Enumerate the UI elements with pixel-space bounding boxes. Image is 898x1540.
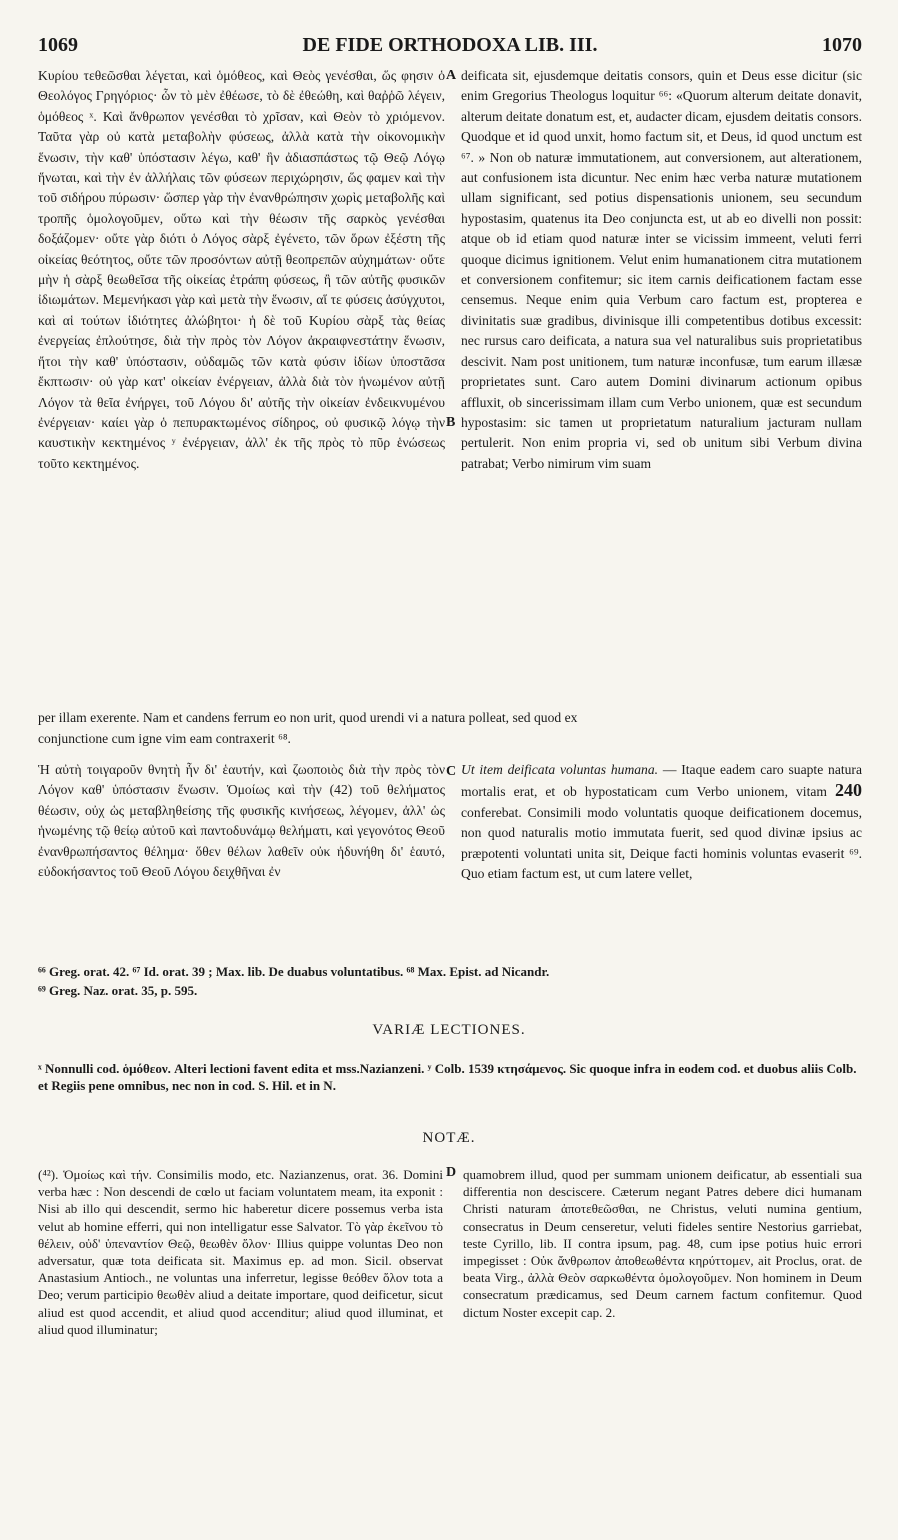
latin-paragraph-2: Ut item deificata voluntas humana. — Itaque eadem caro suapte natura mortalis erat, et ob hypostaticam cum Verbo unionem, vitam 240 conferebat. Consimili modo voluntatis quoque deificationem docemus, non quod naturalis motio immutata fuerit, sed quod divinæ ipsius ac præpotenti voluntati unita sit, Deique facti hominis voluntas evaserit ⁶⁹. Quo etiam factum est, ut cum latere vellet, <box>461 762 862 882</box>
full-width-line-1: per illam exerente. Nam et candens ferrum eo non urit, quod urendi vi a natura polleat, sed quod ex <box>38 710 578 725</box>
right-page-number: 1070 <box>822 34 862 56</box>
footnote-line-2: ⁶⁹ Greg. Naz. orat. 35, p. 595. <box>38 983 198 998</box>
greek-text-column-2 <box>38 760 445 945</box>
latin-text-column-2 <box>461 760 862 945</box>
section-marker-c: C <box>446 764 457 779</box>
footnote-line-1: ⁶⁶ Greg. orat. 42. ⁶⁷ Id. orat. 39 ; Max. lib. De duabus voluntatibus. ⁶⁸ Max. Epist. ad Nicandr. <box>38 964 550 979</box>
latin-subheading: Ut item deificata voluntas humana. <box>461 762 659 777</box>
notae-heading: NOTÆ. <box>422 1130 476 1146</box>
running-header <box>38 34 862 64</box>
notae-left-paragraph: (⁴²). Ὁμοίως καὶ τήν. Consimilis modo, etc. Nazianzenus, orat. 36. Domini verba hæc : Non descendi de cœlo ut faciam voluntatem meam, ita exponit : Nisi ab illo qui descendit, sermo hic haberetur dicere possemus verba ista velut ab homine efferri, qui non intelligatur esse Salvator. Τὸ γὰρ ἐκεῖνου τὸ θέλειν, οὐδ' ὑπεναντίον Θεῷ, θεωθὲν ὅλον· Illius quippe voluntas Deo non adversatur, quæ tota deificata sit. Maximus ep. ad mon. Sicil. observat Anastasium Antioch., ne voluntas una inferretur, legisse θεόθεν ὅλον tota a Deo; verum participio θεωθὲν aliud a deitate importare, quod deificetur, sicut aliud est quod accendit, et aliud quod accenditur; aliud quod illuminat, et aliud quod illuminatur; <box>38 1167 443 1337</box>
section-marker-d: D <box>446 1165 457 1180</box>
variae-text: ˣ Nonnulli cod. ὁμόθεον. Alteri lectioni favent edita et mss.Nazianzeni. ʸ Colb. 1539 κτησάμενος. Sic quoque infra in eodem cod. et duobus aliis Colb. et Regiis pene omnibus, nec non in cod. S. Hil. et in N. <box>38 1061 857 1093</box>
latin-text-column <box>461 66 862 706</box>
greek-paragraph-1: Κυρίου τεθεῶσθαι λέγεται, καὶ ὁμόθεος, καὶ Θεὸς γενέσθαι, ὥς φησιν ὁ Θεολόγος Γρηγόριος· ὧν τὸ μὲν ἐθέωσε, τὸ δὲ ἐθεώθη, καὶ θαῤῥῶ λέγειν, ὁμόθεος ˣ. Καὶ ἄνθρωπον γενέσθαι τὸ χρῖσαν, καὶ Θεὸν τὸ χριόμενον. Ταῦτα γὰρ οὐ κατὰ μεταβολὴν φύσεως, ἀλλὰ κατὰ τὴν οἰκονομικὴν ἕνωσιν, τὴν καθ' ὑπόστασιν λέγω, καθ' ἣν ἀδιασπάστως τῷ Θεῷ Λόγῳ ἥνωται, καὶ τὴν ἐν ἀλλήλαις τῶν φύσεων περιχώρησιν, ὥς φαμεν καὶ τὴν τοῦ σιδήρου πύρωσιν· ὥσπερ γὰρ τὴν ἐνανθρώπησιν χωρὶς μεταβολῆς καὶ τροπῆς ὁμολογοῦμεν, οὕτω καὶ τὴν θέωσιν τῆς σαρκὸς γενέσθαι δοξάζομεν· οὔτε γὰρ διότι ὁ Λόγος σὰρξ ἐγένετο, τῶν ὅρων ἐξέστη τῆς οἰκείας θεότητος, οὔτε τῶν προσόντων αὐτῇ θεοπρεπῶν αὐχημάτων· οὔτε μὴν ἡ σὰρξ θεωθεῖσα τῆς οἰκείας ἐτράπη φύσεως, ἢ τῶν αὐτῆς φυσικῶν ἰδιωμάτων. Μεμενήκασι γὰρ καὶ μετὰ τὴν ἕνωσιν, αἵ τε φύσεις ἀσύγχυτοι, καὶ αἱ τούτων ἰδιότητες ἀλώβητοι· ἡ δὲ τοῦ Κυρίου σὰρξ τὰς θείας ἐνεργείας ἐπλούτησε, διὰ τὴν πρὸς τὸν Λόγον ἀκραιφνεστάτην ἕνωσιν, ἤτοι τὴν καθ' ὑπόστασιν, οὐδαμῶς τῶν κατὰ φύσιν ἰδίων ὑποστᾶσα ἔκπτωσιν· οὐ γὰρ κατ' οἰκείαν ἐνέργειαν, ἀλλὰ διὰ τὸν ἡνωμένον αὐτῇ Λόγον τὰ θεῖα ἐνήργει, τοῦ Λόγου δι' αὐτῆς τὴν οἰκείαν ἐνδεικνυμένου ἐνέργειαν· καίει γὰρ ὁ πεπυρακτωμένος σίδηρος, οὐ φυσικῷ λόγῳ τὴν καυστικὴν κεκτημένος ʸ ἐνέργειαν, ἀλλ' ἐκ τῆς πρὸς τὸ πῦρ ἑνώσεως τοῦτο κεκτημένος. <box>38 68 445 471</box>
notae-left-column <box>38 1166 443 1338</box>
running-title: DE FIDE ORTHODOXA LIB. III. <box>302 34 598 56</box>
greek-text-column <box>38 66 445 706</box>
greek-paragraph-2: Ἡ αὐτὴ τοιγαροῦν θνητὴ ἦν δι' ἑαυτήν, καὶ ζωοποιὸς διὰ τὴν πρὸς τὸν Λόγον καθ' ὑπόστασιν ἕνωσιν. Ὁμοίως καὶ τὴν (42) τοῦ θελήματος θέωσιν, οὐχ ὡς μεταβληθείσης τῆς φυσικῆς κινήσεως, λέγομεν, ἀλλ' ὡς ἡνωμένης τῷ θείῳ αὐτοῦ καὶ παντοδυνάμῳ θελήματι, καὶ γεγονότος Θεοῦ ἐνανθρωπήσαντος θέλημα· ὅθεν θέλων λαθεῖν οὐκ ἠδυνήθη δι' ἑαυτό, εὐδοκήσαντος τοῦ Θεοῦ Λόγου δειχθῆναι ἐν <box>38 762 445 880</box>
margin-number: 240 <box>835 780 862 801</box>
footnotes <box>38 962 862 1000</box>
notae-right-paragraph: quamobrem illud, quod per summam unionem deificatur, ab essentiali sua differentia non desciscere. Cæterum negant Patres debere dici humanam Christi naturam ἀποτεθεῶσθαι, ne Christus, veluti numina gentium, consecratus in Deum censeretur, veluti fideles sentire Nestorius garriebat, teste Cyrillo, lib. II contra ipsum, pag. 48, cum ipse potius huic errori impegisset : Οὐκ ἄνθρωπον ἀποθεωθέντα κηρύττομεν, ait Proclus, orat. de beata Virg., ἀλλὰ Θεὸν σαρκωθέντα ὁμολογοῦμεν. Non hominem in Deum consecratum prædicamus, sed Deum carnem factum confitemur. Quod dictum Noster excepit cap. 2. <box>463 1167 862 1320</box>
notae-right-column <box>463 1166 862 1321</box>
left-page-number: 1069 <box>38 34 78 56</box>
variae-heading: VARIÆ LECTIONES. <box>372 1022 526 1038</box>
section-marker-a: A <box>446 68 457 83</box>
latin-paragraph-1: deificata sit, ejusdemque deitatis consors, quin et Deus esse dicitur (sic enim Gregorius Theologus loquitur ⁶⁶: «Quorum alterum deitate donavit, alterum deitate donatum est, et, audacter dicam, ejusdem deitatis consors. Quodque et id quod unxit, homo factum sit, et Deus, id quod unctum est ⁶⁷. » Non ob naturæ immutationem, aut conversionem, aut alterationem, aut confusionem ista dicuntur. Nec enim hæc verba naturæ mutationem ullam significant, sed potius dispensationis unionem, seu secundum hypostasim, quatenus ita Deo conjuncta est, ut ab eo divelli non possit: atque ob id etiam quod naturæ inter se vicissim immeent, veluti ferri quoque dicimus ignitionem. Velut enim humanationem citra mutationem et conversionem confitemur; sic item carnis deificationem factam esse censemus. Neque enim quia Verbum caro factum est, propterea e divinitatis suæ gradibus, divinisque illi competentibus dotibus excessit: nec rursus caro deificata, a natura sua vel naturalibus suis proprietatibus descivit. Nam post unitionem, tum naturæ inconfusæ, tum earum illæsæ proprietates sunt. Caro autem Domini divinarum actionum opibus affluxit, ob sincerissimam illam cum Verbo unionem, quæ est secundum hypostasim: sic tamen ut proprietatum naturalium jacturam nullam pertulerit. Non enim propria vi, sed ob unitum sibi Verbum divina patrabat; Verbo nimirum vim suam <box>461 68 862 471</box>
full-width-line-2: conjunctione cum igne vim eam contraxerit ⁶⁸. <box>38 731 291 746</box>
section-marker-b: B <box>446 415 456 430</box>
